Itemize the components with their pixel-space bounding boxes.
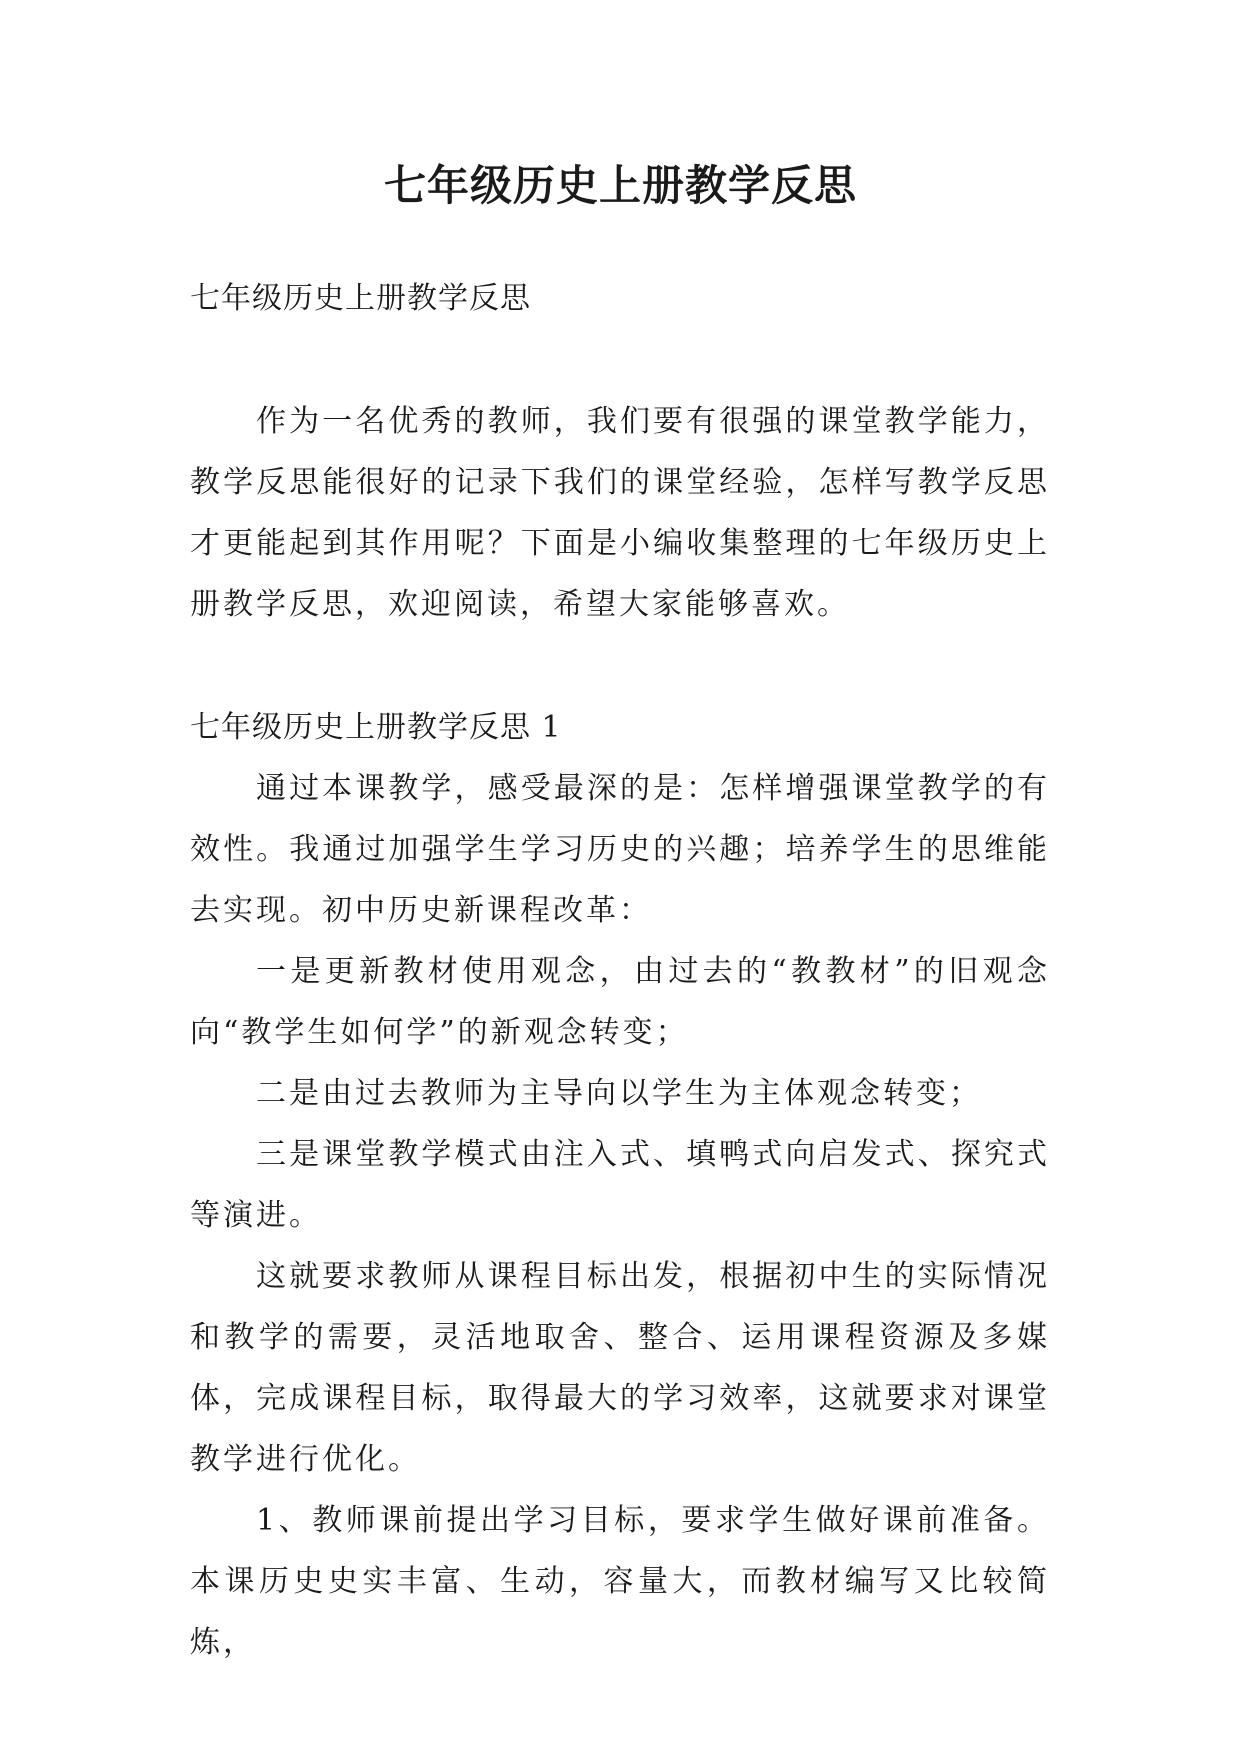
document-subtitle: 七年级历史上册教学反思 bbox=[190, 281, 531, 316]
body-paragraph: 二是由过去教师为主导向以学生为主体观念转变； bbox=[256, 1076, 982, 1111]
spacer bbox=[190, 635, 1050, 697]
section-heading: 七年级历史上册教学反思 1 bbox=[190, 710, 562, 745]
body-paragraph: 1、教师课前提出学习目标，要求学生做好课前准备。本课历史史实丰富、生动，容量大，而教材编写又比较简炼， bbox=[190, 1503, 1050, 1660]
document-body bbox=[190, 268, 1050, 1673]
body-paragraph: 通过本课教学，感受最深的是：怎样增强课堂教学的有效性。我通过加强学生学习历史的兴趣；培养学生的思维能去实现。初中历史新课程改革： bbox=[190, 771, 1050, 928]
document-title: 七年级历史上册教学反思 bbox=[383, 161, 857, 210]
body-paragraph: 一是更新教材使用观念，由过去的“教教材”的旧观念向“教学生如何学”的新观念转变； bbox=[190, 954, 1050, 1050]
spacer bbox=[190, 329, 1050, 391]
body-paragraph: 三是课堂教学模式由注入式、填鸭式向启发式、探究式等演进。 bbox=[190, 1137, 1050, 1233]
intro-paragraph: 作为一名优秀的教师，我们要有很强的课堂教学能力，教学反思能很好的记录下我们的课堂经验，怎样写教学反思才更能起到其作用呢？下面是小编收集整理的七年级历史上册教学反思，欢迎阅读，希望大家能够喜欢。 bbox=[190, 404, 1050, 622]
body-paragraph: 这就要求教师从课程目标出发，根据初中生的实际情况和教学的需要，灵活地取舍、整合、运用课程资源及多媒体，完成课程目标，取得最大的学习效率，这就要求对课堂教学进行优化。 bbox=[190, 1259, 1050, 1477]
